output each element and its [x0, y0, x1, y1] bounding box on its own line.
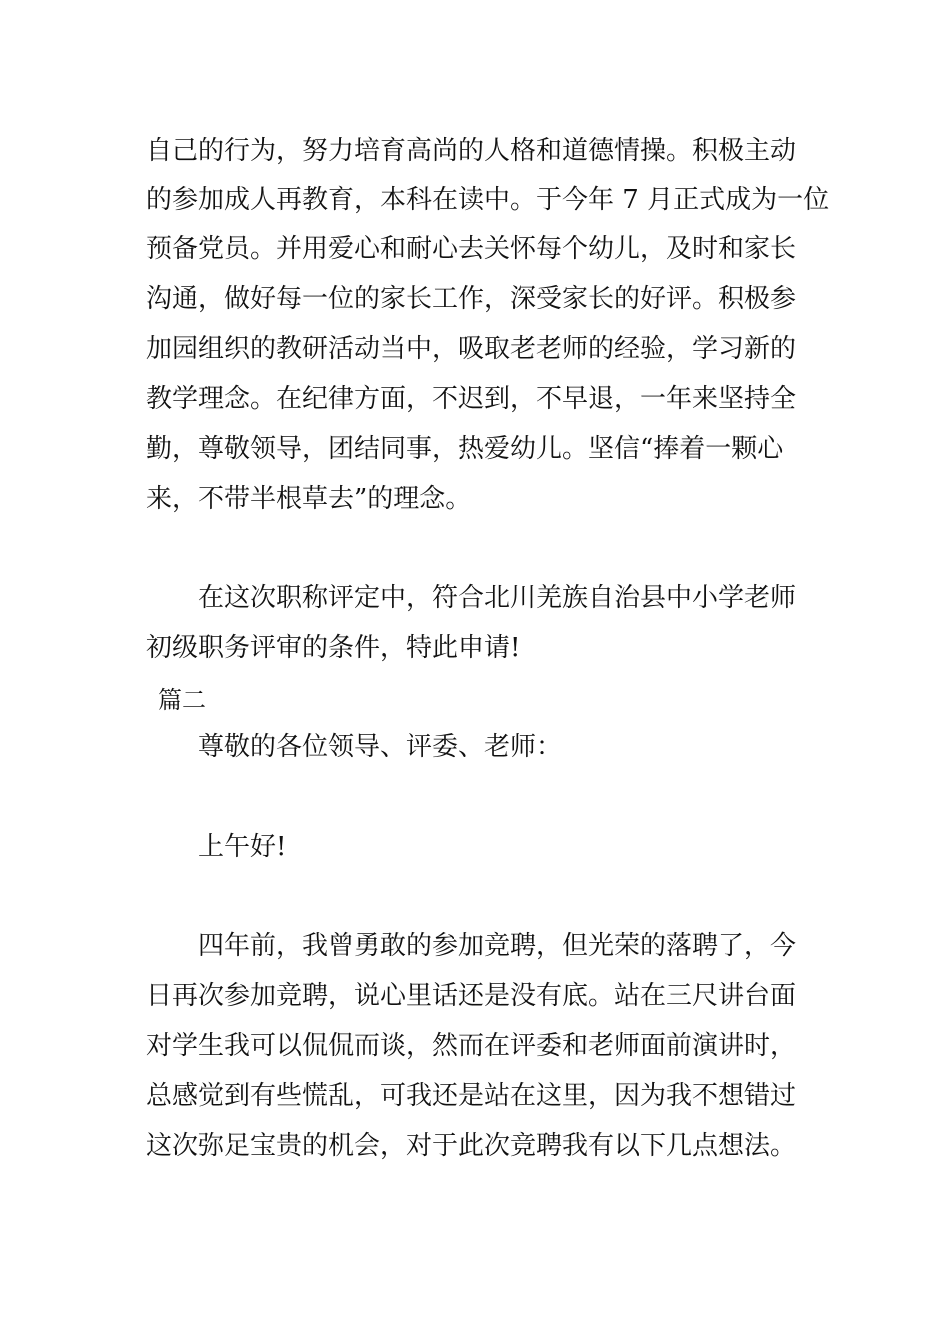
paragraph-line: 勤，尊敬领导，团结同事，热爱幼儿。坚信“捧着一颗心 — [146, 434, 784, 464]
paragraph-line: 加园组织的教研活动当中，吸取老老师的经验，学习新的 — [146, 334, 797, 364]
paragraph-line: 这次弥足宝贵的机会，对于此次竞聘我有以下几点想法。 — [146, 1131, 797, 1161]
paragraph-line: 初级职务评审的条件，特此申请! — [146, 633, 521, 663]
paragraph-line: 预备党员。并用爱心和耐心去关怀每个幼儿，及时和家长 — [146, 234, 797, 264]
paragraph-line: 来，不带半根草去”的理念。 — [146, 484, 472, 514]
paragraph-line: 的参加成人再教育，本科在读中。于今年 7 月正式成为一位 — [146, 185, 830, 215]
salutation: 尊敬的各位领导、评委、老师： — [198, 732, 563, 762]
greeting: 上午好! — [198, 832, 287, 862]
section-title: 篇二 — [158, 686, 206, 714]
paragraph-line: 自己的行为，努力培育高尚的人格和道德情操。积极主动 — [146, 136, 797, 166]
paragraph-line: 对学生我可以侃侃而谈，然而在评委和老师面前演讲时， — [146, 1031, 797, 1061]
paragraph-line: 日再次参加竞聘，说心里话还是没有底。站在三尺讲台面 — [146, 981, 797, 1011]
paragraph-line: 在这次职称评定中，符合北川羌族自治县中小学老师 — [198, 583, 797, 613]
paragraph-line: 沟通，做好每一位的家长工作，深受家长的好评。积极参 — [146, 284, 797, 314]
paragraph-line: 教学理念。在纪律方面，不迟到，不早退，一年来坚持全 — [146, 384, 797, 414]
paragraph-line: 四年前，我曾勇敢的参加竞聘，但光荣的落聘了，今 — [198, 931, 797, 961]
paragraph-line: 总感觉到有些慌乱，可我还是站在这里，因为我不想错过 — [146, 1081, 797, 1111]
